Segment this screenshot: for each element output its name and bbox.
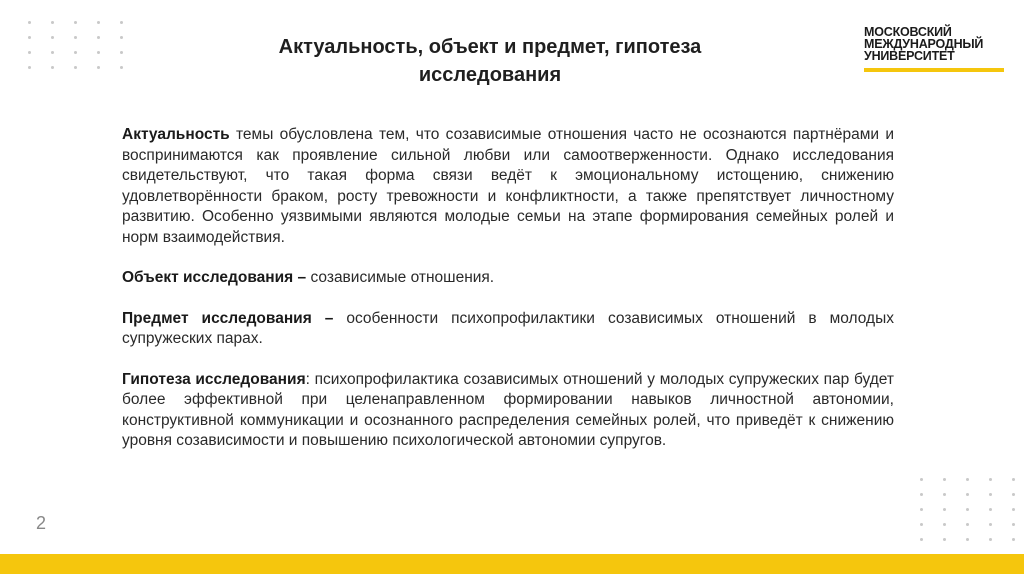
decorative-dot xyxy=(943,508,946,511)
logo-line-2: МЕЖДУНАРОДНЫЙ xyxy=(864,37,984,51)
decorative-dot xyxy=(74,36,77,39)
decorative-dot xyxy=(74,21,77,24)
decorative-dot xyxy=(943,493,946,496)
relevance-paragraph xyxy=(122,125,894,248)
decorative-dot xyxy=(989,508,992,511)
decorative-dot xyxy=(28,51,31,54)
object-text: созависимые отношения. xyxy=(306,269,495,286)
decorative-dot xyxy=(51,51,54,54)
page-number: 2 xyxy=(36,513,47,533)
decorative-dot xyxy=(1012,508,1015,511)
slide-title-line-2: исследования xyxy=(418,64,562,86)
decorative-dot xyxy=(943,538,946,541)
decorative-dot xyxy=(120,66,123,69)
decorative-dot xyxy=(966,493,969,496)
decorative-dot xyxy=(943,478,946,481)
decorative-dot xyxy=(920,508,923,511)
slide-content xyxy=(122,125,894,472)
decorative-dot xyxy=(920,493,923,496)
decorative-dot xyxy=(989,538,992,541)
hypothesis-text: : психопрофилактика созависимых отношений у молодых супружеских пар будет более эффективной при целенаправленном формировании навыков личностной автономии, конструктивной коммуникации и осознанного распределения семейных ролей, что приведёт к снижению уровня созависимости и повышению психологической автономии супругов. xyxy=(122,370,895,449)
slide-title xyxy=(150,33,830,89)
decorative-dot xyxy=(51,66,54,69)
decorative-dot xyxy=(966,478,969,481)
university-logo xyxy=(864,26,1004,72)
decorative-dot xyxy=(920,538,923,541)
hypothesis-paragraph xyxy=(122,370,894,452)
logo-line-1: МОСКОВСКИЙ xyxy=(864,25,952,39)
relevance-text: темы обусловлена тем, что созависимые отношения часто не осознаются партнёрами и воспринимаются как проявление сильной любви или самоотверженности. Однако исследования свидетельствуют, что такая форма связи ведёт к эмоциональному истощению, снижению удовлетворённости браком, росту тревожности и конфликтности, а также препятствует личностному развитию. Особенно уязвимыми являются молодые семьи на этапе формирования семейных ролей и норм взаимодействия. xyxy=(122,126,894,246)
decorative-dot-grid-top-left xyxy=(28,21,123,69)
decorative-dot xyxy=(28,66,31,69)
decorative-dot xyxy=(74,66,77,69)
decorative-dot xyxy=(51,21,54,24)
decorative-dot xyxy=(943,523,946,526)
subject-text: особенности психопрофилактики созависимых отношений в молодых супружеских парах. xyxy=(122,309,894,347)
decorative-dot xyxy=(966,508,969,511)
decorative-dot xyxy=(920,523,923,526)
object-term: Объект исследования – xyxy=(122,269,307,286)
logo-line-3: УНИВЕРСИТЕТ xyxy=(864,49,955,63)
relevance-term: Актуальность xyxy=(122,126,230,143)
decorative-dot xyxy=(97,36,100,39)
decorative-dot xyxy=(97,51,100,54)
bottom-accent-bar xyxy=(0,554,1024,574)
decorative-dot-grid-bottom-right xyxy=(920,478,1015,541)
decorative-dot xyxy=(120,51,123,54)
decorative-dot xyxy=(989,493,992,496)
decorative-dot xyxy=(28,21,31,24)
hypothesis-term: Гипотеза исследования xyxy=(122,370,306,388)
logo-accent-bar xyxy=(864,68,1004,72)
subject-term: Предмет исследования – xyxy=(122,309,334,327)
decorative-dot xyxy=(120,21,123,24)
decorative-dot xyxy=(966,523,969,526)
decorative-dot xyxy=(989,523,992,526)
decorative-dot xyxy=(920,478,923,481)
decorative-dot xyxy=(1012,523,1015,526)
decorative-dot xyxy=(51,36,54,39)
decorative-dot xyxy=(1012,478,1015,481)
decorative-dot xyxy=(966,538,969,541)
decorative-dot xyxy=(1012,493,1015,496)
decorative-dot xyxy=(28,36,31,39)
decorative-dot xyxy=(1012,538,1015,541)
slide-title-line-1: Актуальность, объект и предмет, гипотеза xyxy=(278,36,702,58)
object-paragraph xyxy=(122,268,894,289)
decorative-dot xyxy=(989,478,992,481)
subject-paragraph xyxy=(122,309,894,350)
decorative-dot xyxy=(120,36,123,39)
decorative-dot xyxy=(74,51,77,54)
decorative-dot xyxy=(97,66,100,69)
decorative-dot xyxy=(97,21,100,24)
